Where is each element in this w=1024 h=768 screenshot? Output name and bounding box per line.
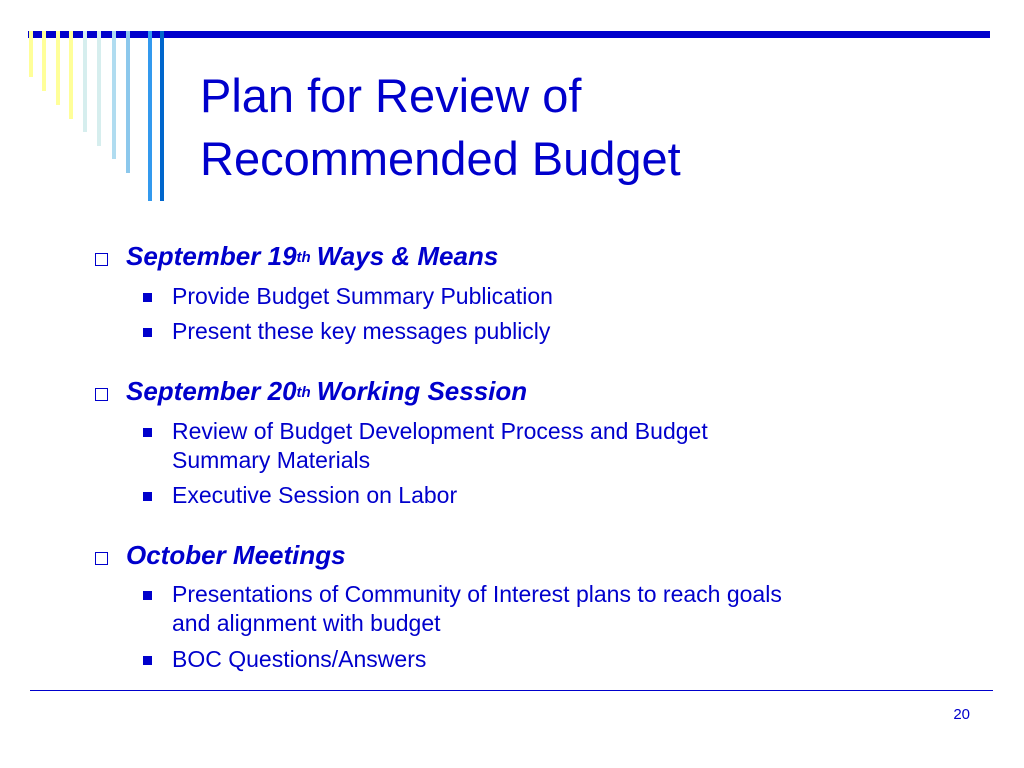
decor-stripe <box>56 31 60 105</box>
square-bullet-icon <box>143 591 152 600</box>
item-text-continued: and alignment with budget <box>172 610 441 636</box>
slide-title <box>200 64 980 190</box>
item-text: Presentations of Community of Interest plans to reach goals <box>172 581 782 607</box>
page-number: 20 <box>953 706 970 723</box>
hollow-square-bullet-icon <box>95 552 108 565</box>
decor-stripe <box>29 31 33 77</box>
decor-stripe <box>112 31 116 159</box>
decor-stripe <box>42 31 46 91</box>
list-item <box>143 317 983 346</box>
title-line-1: Plan for Review of <box>200 69 582 122</box>
section-heading <box>95 376 527 407</box>
heading-text: September 19 <box>126 241 297 271</box>
decor-stripe <box>160 31 164 201</box>
heading-text: October Meetings <box>126 540 346 570</box>
square-bullet-icon <box>143 293 152 302</box>
hollow-square-bullet-icon <box>95 253 108 266</box>
item-text: Provide Budget Summary Publication <box>172 283 553 309</box>
square-bullet-icon <box>143 656 152 665</box>
decor-stripe <box>126 31 130 173</box>
list-item <box>143 645 983 674</box>
list-item <box>143 282 983 311</box>
decor-stripe <box>69 31 73 119</box>
title-line-2: Recommended Budget <box>200 132 681 185</box>
decor-stripe <box>148 31 152 201</box>
item-text-continued: Summary Materials <box>172 447 371 473</box>
heading-superscript: th <box>296 249 311 266</box>
heading-superscript: th <box>296 384 311 401</box>
item-text: BOC Questions/Answers <box>172 646 427 672</box>
heading-text-rest: Working Session <box>316 376 528 406</box>
item-text: Present these key messages publicly <box>172 318 551 344</box>
square-bullet-icon <box>143 428 152 437</box>
heading-text: September 20 <box>126 376 297 406</box>
list-item <box>143 417 983 475</box>
list-item <box>143 580 983 638</box>
decor-stripe <box>83 31 87 132</box>
bottom-rule <box>30 690 993 691</box>
section-heading <box>95 241 498 272</box>
square-bullet-icon <box>143 328 152 337</box>
square-bullet-icon <box>143 492 152 501</box>
item-text: Review of Budget Development Process and Budget <box>172 418 708 444</box>
item-text: Executive Session on Labor <box>172 482 458 508</box>
list-item <box>143 481 983 510</box>
heading-text-rest: Ways & Means <box>316 241 499 271</box>
decor-stripe <box>97 31 101 146</box>
section-heading <box>95 540 346 571</box>
hollow-square-bullet-icon <box>95 388 108 401</box>
top-rule <box>28 31 990 38</box>
